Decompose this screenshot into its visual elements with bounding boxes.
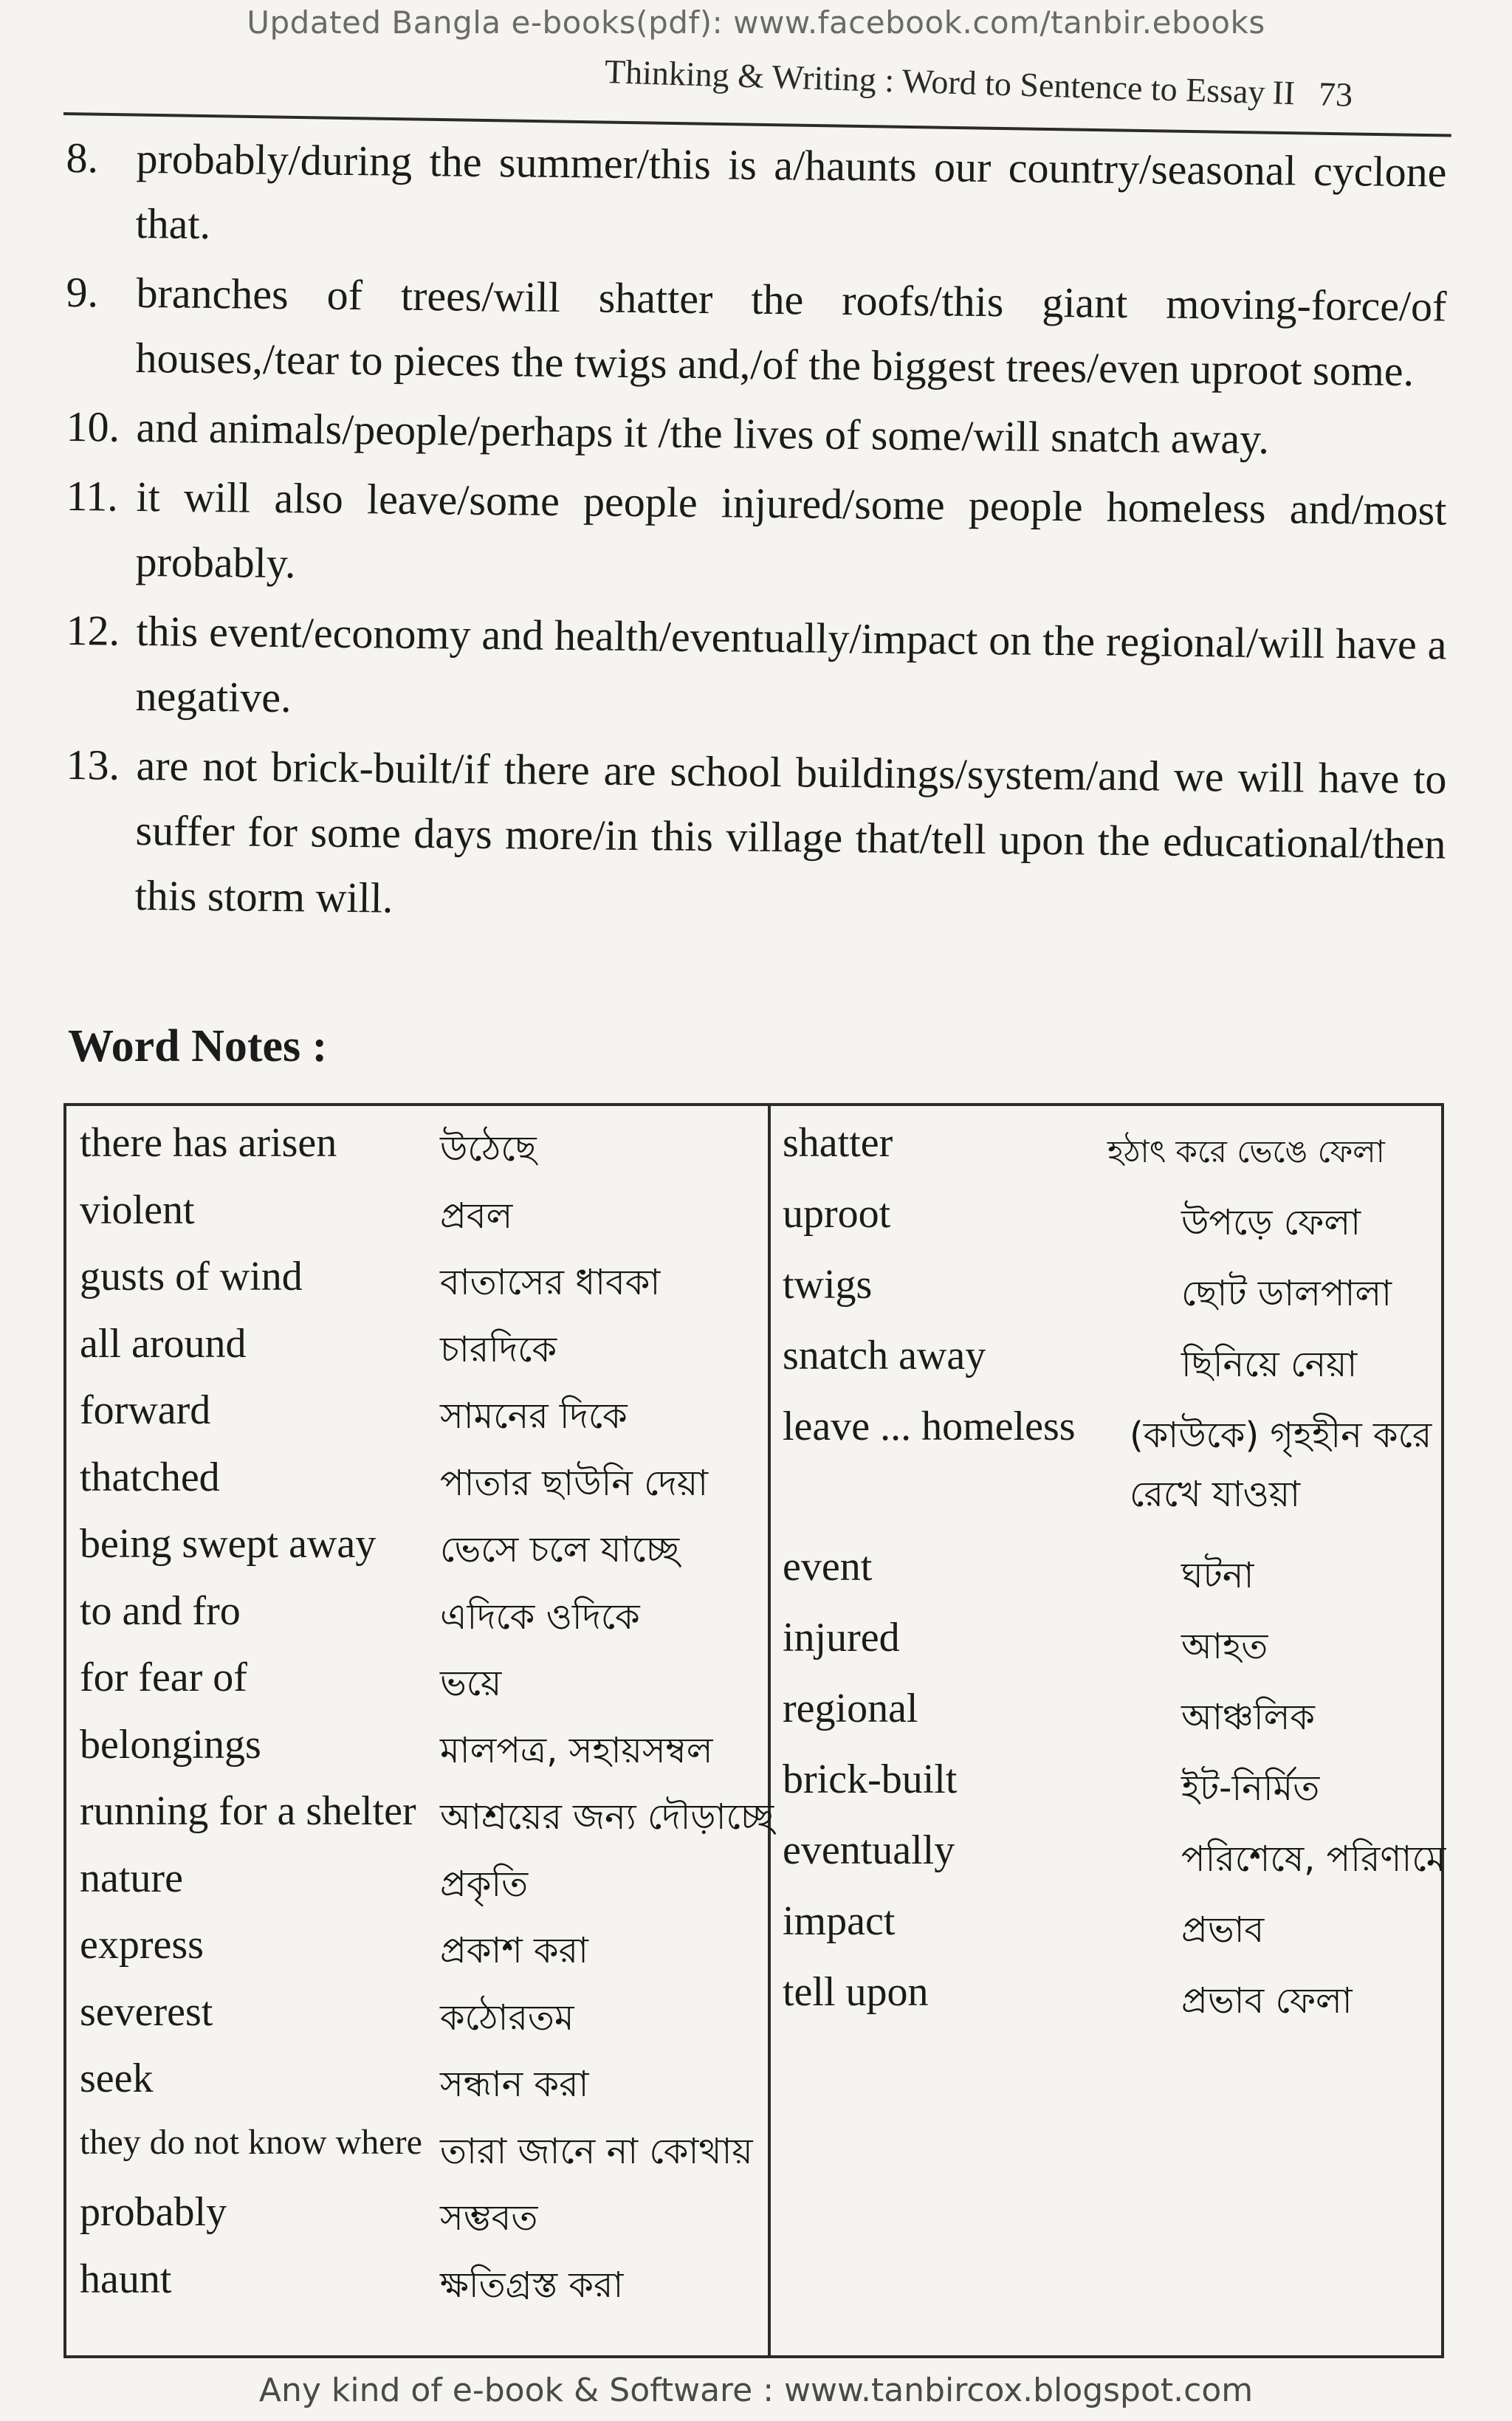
- word-notes-left-column: [80, 1119, 774, 2322]
- note-bangla: পরিশেষে, পরিণামে: [1181, 1838, 1446, 1880]
- note-bangla: ইট-নির্মিত: [1181, 1768, 1320, 1809]
- note-bangla: প্রভাব: [1181, 1909, 1265, 1951]
- note-bangla: কঠোরতম: [440, 1996, 574, 2039]
- note-english: belongings: [80, 1721, 261, 1768]
- note-bangla: সন্ধান করা: [440, 2064, 589, 2105]
- column-divider: [768, 1106, 771, 2355]
- exercise-number: 13.: [66, 740, 120, 789]
- note-row: [80, 2055, 759, 2122]
- word-notes-table: [63, 1103, 1444, 2358]
- note-english: eventually: [783, 1827, 955, 1873]
- note-bangla: আঞ্চলিক: [1181, 1697, 1316, 1738]
- note-row: [783, 1968, 1440, 2039]
- note-english: running for a shelter: [80, 1788, 416, 1834]
- note-row: [80, 1454, 759, 1521]
- note-bangla: প্রকৃতি: [440, 1863, 529, 1905]
- exercise-text: branches of trees/will shatter the roofs/this giant moving-force/of houses,/tear to pieces the twigs and,/of the biggest trees/even uproot some.: [135, 268, 1447, 396]
- note-row: [80, 1387, 759, 1454]
- exercise-item-10: [66, 394, 1447, 474]
- exercise-number: 11.: [66, 471, 119, 521]
- note-row: [783, 1685, 1440, 1756]
- exercise-text: this event/economy and health/eventually/impact on the regional/will have a negative.: [135, 606, 1447, 722]
- exercise-item-13: [64, 732, 1447, 942]
- note-row: [783, 1614, 1440, 1685]
- note-row: [80, 1253, 759, 1320]
- exercise-item-9: [65, 260, 1447, 405]
- exercise-text: are not brick-built/if there are school buildings/system/and we will have to suffer for some days more/in this village that/tell upon the educational/then this storm will.: [134, 741, 1447, 922]
- word-notes-right-column: [783, 1119, 1446, 2039]
- exercise-number: 10.: [66, 402, 120, 451]
- note-row: [783, 1119, 1440, 1190]
- note-row: [80, 1921, 759, 1988]
- note-english: all around: [80, 1320, 247, 1367]
- exercise-text: and animals/people/perhaps it /the lives of some/will snatch away.: [136, 402, 1270, 464]
- exercise-text: probably/during the summer/this is a/haunts our country/seasonal cyclone that.: [135, 134, 1447, 249]
- exercise-list: [66, 126, 1447, 932]
- page-number: 73: [1318, 75, 1353, 114]
- note-row: [80, 1721, 759, 1788]
- note-row: [783, 1827, 1446, 1898]
- word-notes-heading: Word Notes :: [68, 1021, 328, 1071]
- exercise-item-8: [65, 126, 1447, 270]
- note-row: [80, 2122, 759, 2189]
- note-english: twigs: [783, 1262, 873, 1308]
- note-bangla: (কাউকে) গৃহহীন করে রেখে যাওয়া: [1130, 1415, 1432, 1515]
- note-english: there has arisen: [80, 1120, 337, 1166]
- running-head-separator: II: [1271, 73, 1296, 112]
- note-bangla: ক্ষতিগ্রস্ত করা: [440, 2264, 624, 2306]
- note-english: for fear of: [80, 1655, 247, 1700]
- note-bangla: প্রভাব ফেলা: [1181, 1980, 1353, 2022]
- note-english: tell upon: [783, 1969, 929, 2015]
- note-english: being swept away: [80, 1521, 377, 1567]
- note-bangla: পাতার ছাউনি দেয়া: [440, 1462, 709, 1504]
- note-row: [783, 1332, 1440, 1403]
- note-bangla: চারদিকে: [440, 1328, 557, 1370]
- note-english: express: [80, 1922, 204, 1968]
- note-row: [80, 1855, 759, 1922]
- note-english: haunt: [80, 2256, 172, 2302]
- note-row: [783, 1403, 1440, 1543]
- note-bangla: প্রবল: [440, 1195, 513, 1237]
- note-english: to and fro: [80, 1587, 241, 1634]
- note-bangla: প্রকাশ করা: [440, 1930, 588, 1971]
- note-english: thatched: [80, 1454, 220, 1500]
- note-row: [80, 1587, 759, 1655]
- note-english: nature: [80, 1855, 183, 1901]
- note-bangla: তারা জানে না কোথায়: [440, 2130, 753, 2172]
- note-row: [80, 1187, 759, 1254]
- note-bangla: এদিকে ওদিকে: [440, 1596, 640, 1638]
- note-english: they do not know where: [80, 2122, 422, 2162]
- note-row: [80, 2256, 759, 2323]
- exercise-item-12: [65, 598, 1447, 743]
- note-english: uproot: [783, 1191, 891, 1237]
- running-head: Thinking & Writing : Word to Sentence to Essay II 73: [604, 52, 1353, 114]
- note-bangla: মালপত্র, সহায়সম্বল: [440, 1729, 713, 1771]
- note-bangla: উপড়ে ফেলা: [1181, 1202, 1361, 1243]
- note-row: [783, 1190, 1440, 1261]
- note-row: [80, 1320, 759, 1387]
- note-bangla: ঘটনা: [1181, 1555, 1254, 1596]
- note-english: gusts of wind: [80, 1254, 303, 1299]
- running-head-title: Thinking & Writing: [604, 52, 877, 99]
- note-english: seek: [80, 2056, 154, 2101]
- note-row: [80, 1520, 759, 1587]
- note-english: brick-built: [783, 1756, 958, 1802]
- note-row: [80, 1654, 759, 1721]
- note-row: [783, 1756, 1440, 1827]
- note-row: [80, 1988, 759, 2056]
- running-head-subtitle: Word to Sentence to Essay: [901, 61, 1266, 111]
- note-english: shatter: [783, 1120, 893, 1166]
- top-banner: Updated Bangla e-books(pdf): www.facebook.com/tanbir.ebooks: [247, 4, 1265, 41]
- note-english: impact: [783, 1898, 896, 1944]
- note-english: forward: [80, 1387, 211, 1433]
- note-bangla: আহত: [1181, 1626, 1268, 1667]
- note-english: regional: [783, 1686, 918, 1731]
- note-bangla: বাতাসের ধাবকা: [440, 1262, 661, 1303]
- note-english: injured: [783, 1615, 900, 1661]
- exercise-number: 12.: [66, 605, 120, 655]
- bottom-banner: Any kind of e-book & Software : www.tanbircox.blogspot.com: [258, 2372, 1254, 2409]
- note-row: [80, 2188, 759, 2256]
- exercise-number: 8.: [66, 133, 99, 182]
- exercise-number: 9.: [66, 267, 99, 317]
- note-row: [80, 1119, 759, 1187]
- note-bangla: ভয়ে: [440, 1663, 502, 1704]
- note-bangla: সামনের দিকে: [440, 1395, 628, 1437]
- note-english: severest: [80, 1988, 213, 2035]
- note-english: probably: [80, 2189, 227, 2235]
- note-bangla: সম্ভবত: [440, 2197, 538, 2239]
- note-row: [783, 1261, 1440, 1332]
- note-row: [783, 1898, 1440, 1968]
- note-bangla: ছোট ডালপালা: [1181, 1273, 1392, 1314]
- note-bangla: হঠাৎ করে ভেঙে ফেলা: [1107, 1133, 1385, 1170]
- exercise-text: it will also leave/some people injured/some people homeless and/most probably.: [135, 472, 1447, 588]
- note-bangla: আশ্রয়ের জন্য দৌড়াচ্ছে: [440, 1796, 774, 1838]
- note-english: event: [783, 1544, 873, 1590]
- note-english: snatch away: [783, 1333, 986, 1378]
- note-bangla: ছিনিয়ে নেয়া: [1181, 1344, 1358, 1385]
- note-bangla: ভেসে চলে যাচ্ছে: [440, 1529, 680, 1570]
- note-row: [80, 1788, 774, 1855]
- note-row: [783, 1543, 1440, 1614]
- note-english: violent: [80, 1187, 195, 1233]
- note-english: leave ... homeless: [783, 1404, 1076, 1449]
- note-bangla: উঠেছে: [440, 1128, 537, 1170]
- exercise-item-11: [65, 464, 1447, 608]
